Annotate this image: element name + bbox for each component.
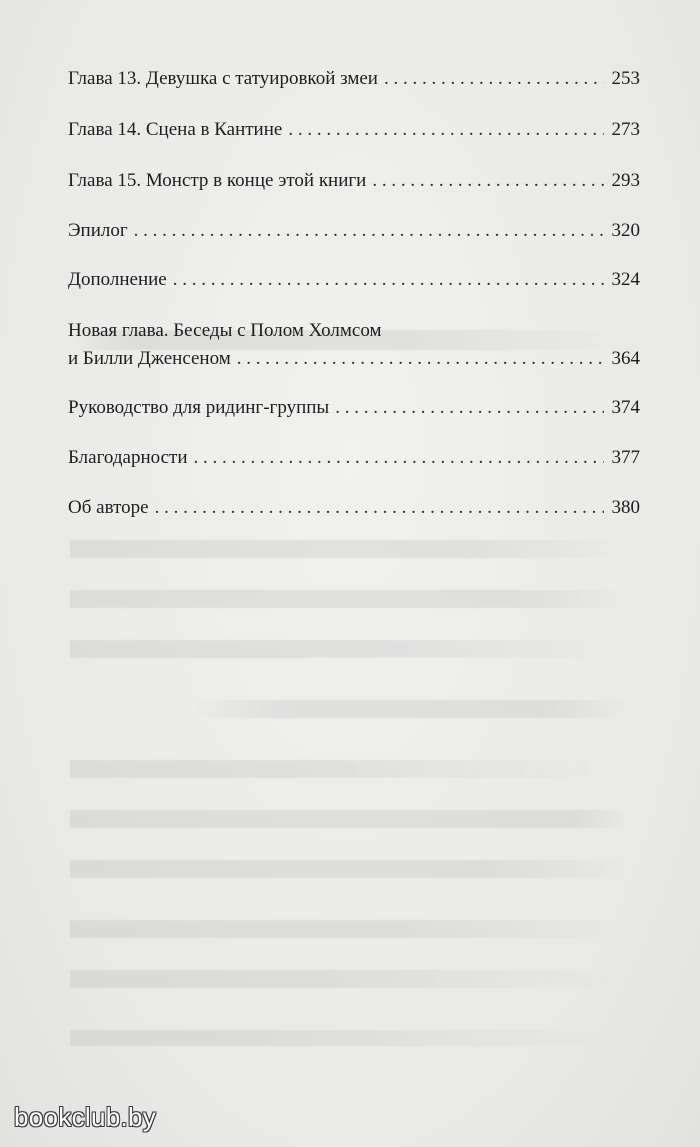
toc-entry bbox=[68, 66, 640, 91]
toc-entry-title: Руководство для ридинг-группы bbox=[68, 397, 330, 418]
toc-entry-page: 253 bbox=[611, 68, 640, 89]
show-through-shadow bbox=[70, 590, 630, 608]
toc-entry bbox=[68, 168, 640, 193]
dot-leader bbox=[288, 117, 603, 142]
site-watermark: bookclub.by bbox=[14, 1102, 157, 1132]
toc-entry-title: и Билли Дженсеном bbox=[68, 348, 231, 369]
show-through-shadow bbox=[70, 970, 630, 988]
toc-entry bbox=[68, 320, 640, 371]
toc-entry-page: 320 bbox=[611, 220, 640, 241]
toc-entry-title: Эпилог bbox=[68, 220, 128, 241]
toc-entry-page: 364 bbox=[611, 348, 640, 369]
dot-leader bbox=[194, 445, 604, 470]
toc-entry-page: 324 bbox=[611, 269, 640, 290]
toc-entry-page: 293 bbox=[611, 170, 640, 191]
show-through-shadow bbox=[70, 640, 630, 658]
toc-entry bbox=[68, 395, 640, 420]
show-through-shadow bbox=[70, 810, 630, 828]
toc-entry-page: 377 bbox=[611, 447, 640, 468]
toc-entry-title: Глава 13. Девушка с татуировкой змеи bbox=[68, 68, 378, 89]
toc-entry-title: Глава 15. Монстр в конце этой книги bbox=[68, 170, 367, 191]
dot-leader bbox=[335, 395, 603, 420]
dot-leader bbox=[173, 267, 604, 292]
dot-leader bbox=[134, 218, 604, 243]
toc-entry-title: Об авторе bbox=[68, 497, 149, 518]
show-through-shadow bbox=[70, 1030, 630, 1046]
dot-leader bbox=[384, 66, 604, 91]
show-through-shadow bbox=[70, 700, 630, 718]
toc-entry-page: 380 bbox=[611, 497, 640, 518]
toc-entry-page: 273 bbox=[611, 119, 640, 140]
toc-entry-title: Дополнение bbox=[68, 269, 167, 290]
dot-leader bbox=[155, 495, 604, 520]
toc-entry bbox=[68, 445, 640, 470]
toc-entry-title: Благодарности bbox=[68, 447, 188, 468]
toc-entry bbox=[68, 218, 640, 243]
toc-entry bbox=[68, 267, 640, 292]
toc-entry-title-line1: Новая глава. Беседы с Полом Холмсом bbox=[68, 320, 382, 341]
toc-entry-page: 374 bbox=[611, 397, 640, 418]
toc-entry-title: Глава 14. Сцена в Кантине bbox=[68, 119, 283, 140]
show-through-shadow bbox=[70, 920, 630, 938]
toc-entry bbox=[68, 495, 640, 520]
show-through-shadow bbox=[70, 760, 630, 778]
toc-entry bbox=[68, 117, 640, 142]
show-through-shadow bbox=[70, 860, 630, 878]
dot-leader bbox=[237, 346, 604, 371]
dot-leader bbox=[372, 168, 603, 193]
show-through-shadow bbox=[70, 540, 630, 558]
